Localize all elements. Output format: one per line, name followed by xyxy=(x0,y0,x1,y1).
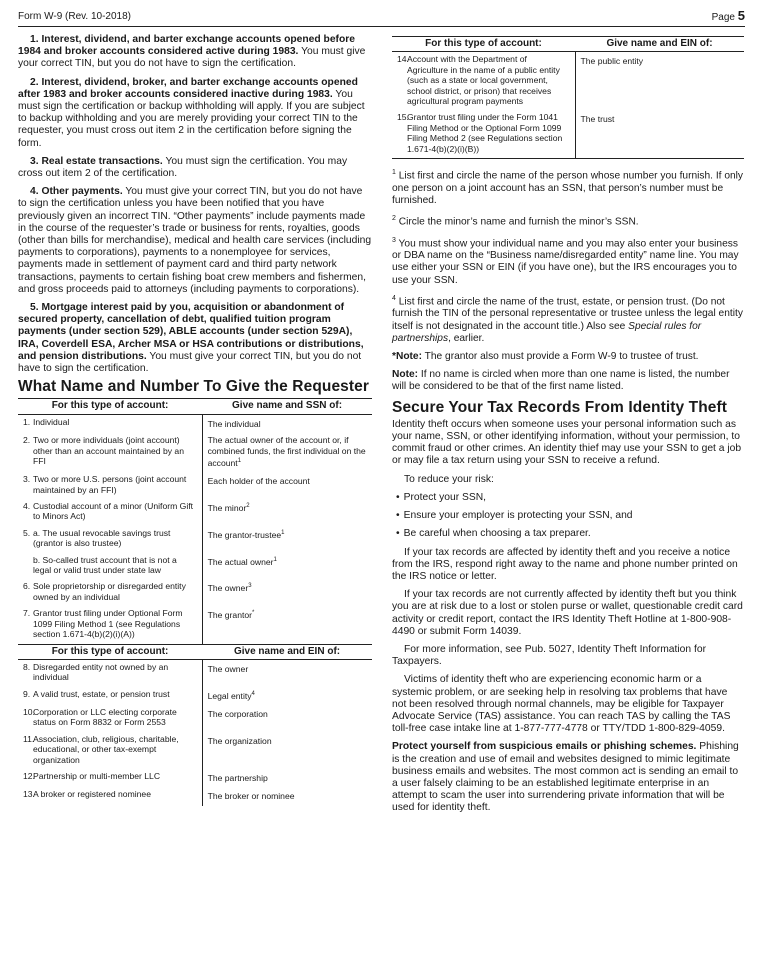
account-type-text: Grantor trust filing under Optional Form 1099 Filing Method 1 (see Regulations section 1.671-4(b)(2)(i)(A)) xyxy=(33,608,183,640)
account-type-text: Disregarded entity not owned by an individual xyxy=(33,661,169,683)
footnote-ref: 3 xyxy=(248,583,252,590)
account-type-text: Grantor trust filing under the Form 1041 Filing Method or the Optional Form 1099 Filing Method 2 (see Regulations section 1.671-4(b)(2)(i)(B)) xyxy=(407,112,563,154)
ein-table-continued xyxy=(392,36,744,159)
account-type-text: Two or more U.S. persons (joint account maintained by an FFI) xyxy=(33,474,187,495)
row-number: 13. xyxy=(23,789,35,800)
account-type-text: A valid trust, estate, or pension trust xyxy=(33,688,170,699)
give-name-cell xyxy=(202,659,372,686)
ein2-table-col-account: For this type of account: xyxy=(392,37,575,52)
account-type-cell xyxy=(18,472,202,499)
give-name-text: The individual xyxy=(207,418,261,429)
row-number: 12. xyxy=(23,771,35,782)
footnote-4: $^4$ List first and circle the name of the trust, estate, or pension trust. (Do not furnish the TIN of the personal representative or trustee unless the legal entity itself is not designated in the account title.) Also see Special rules for partnerships, earlier. xyxy=(392,294,743,344)
paragraph-item-2: 2. Interest, dividend, broker, and barter exchange accounts opened after 1983 and broker accounts considered inactive during 1983. You must sign the certification or backup withholding will apply. If you are subject to backup withholding and you are merely providing your correct TIN to the requester, you must cross out item 2 in the certification before signing the form. xyxy=(18,76,365,149)
footnote-ref: 2 xyxy=(246,503,250,510)
left-column xyxy=(18,34,372,806)
account-type-text: Association, club, religious, charitable, educational, or other tax-exempt organization xyxy=(33,733,179,765)
give-name-cell xyxy=(575,110,744,158)
footnote-ref: 1 xyxy=(281,529,285,536)
table-row xyxy=(18,553,372,580)
give-name-text: The grantor-trustee xyxy=(207,529,282,540)
table-row xyxy=(18,526,372,553)
ein2-table-body xyxy=(392,52,744,159)
footnote-ref: 4 xyxy=(251,690,255,697)
give-name-cell xyxy=(202,414,372,433)
row-number: 14. xyxy=(397,54,409,65)
header-rule xyxy=(18,26,745,27)
footnote-1: $^1$ List first and circle the name of the person whose number you furnish. If only one person on a joint account has an SSN, that person’s number must be furnished. xyxy=(392,169,744,206)
page-header xyxy=(18,8,745,24)
risk-bullet-list xyxy=(392,492,744,541)
account-type-cell xyxy=(18,526,202,553)
account-type-text: b. So-called trust account that is not a legal or valid trust under state law xyxy=(33,554,177,576)
paragraph-item-1: 1. Interest, dividend, and barter exchange accounts opened before 1984 and broker accounts considered active during 1983. You must give your correct TIN, but you do not have to sign the certification. xyxy=(18,34,366,70)
give-name-cell xyxy=(202,687,372,705)
give-name-text: The public entity xyxy=(580,56,644,67)
ssn-table-col-give: Give name and SSN of: xyxy=(202,399,372,414)
footnote-ref: 1 xyxy=(237,457,242,464)
give-name-text: The broker or nominee xyxy=(207,791,295,802)
account-type-cell xyxy=(18,579,202,606)
row-number: 9. xyxy=(23,688,31,699)
give-name-text: Legal entity xyxy=(207,690,252,701)
ein-table-col-account: For this type of account: xyxy=(18,644,202,659)
give-name-cell xyxy=(202,553,372,580)
give-name-text: The actual owner of the account or, if combined funds, the first individual on the account xyxy=(207,435,366,468)
give-name-cell xyxy=(202,705,372,732)
give-name-text: The partnership xyxy=(207,772,268,783)
give-name-text: The actual owner xyxy=(207,556,274,567)
give-name-text: The corporation xyxy=(207,708,268,719)
account-type-cell xyxy=(18,606,202,643)
list-item: • Protect your SSN, xyxy=(392,492,744,504)
footnote-2: $^2$ Circle the minor’s name and furnish the minor’s SSN. xyxy=(392,215,639,228)
ein-table-col-give: Give name and EIN of: xyxy=(202,644,372,659)
table-row xyxy=(18,705,372,732)
footnote-3: $^3$ You must show your individual name and you may also enter your business or DBA name on the “Business name/disregarded entity” name line. You may use either your SSN or EIN (if you have one), but the IRS encourages you to use your SSN. xyxy=(392,236,739,286)
paragraph-item-5: 5. Mortgage interest paid by you, acquisition or abandonment of secured property, cancellation of debt, qualified tuition program payments (under section 529), ABLE accounts (under section 529A), IRA, Coverdell ESA, Archer MSA or HSA contributions or distributions, and pension distributions. You must give your correct TIN, but you do not have to sign the certification. xyxy=(18,302,364,375)
note-grantor: *Note: The grantor also must provide a Form W-9 to trustee of trust. xyxy=(392,351,699,363)
row-number: 1. xyxy=(23,416,31,427)
account-type-text: A broker or registered nominee xyxy=(33,789,151,800)
row-number: 11. xyxy=(23,733,35,744)
account-type-cell xyxy=(18,787,202,805)
ssn-table xyxy=(18,398,372,643)
identity-paragraph-3: If your tax records are not currently affected by identity theft but you think you are at risk due to a lost or stolen purse or wallet, questionable credit card activity or credit report, contact the IRS Identity Theft Hotline at 1-800-908-4490 or submit Form 14039. xyxy=(392,589,743,637)
account-type-text: Two or more individuals (joint account) other than an account maintained by an FFI xyxy=(33,435,184,466)
right-column xyxy=(392,36,744,821)
account-type-cell xyxy=(392,110,575,158)
page-number: Page 5 xyxy=(711,8,745,23)
row-number: 5. xyxy=(23,527,31,538)
give-name-cell xyxy=(202,579,372,606)
ssn-table-col-account: For this type of account: xyxy=(18,399,202,414)
give-name-text: The minor xyxy=(207,502,247,513)
identity-paragraph-5: Victims of identity theft who are experiencing economic harm or a systemic problem, or are seeking help in resolving tax problems that have not been resolved through normal channels, may be eligible for Taxpayer Advocate Service (TAS) assistance. You can reach TAS by calling the TAS toll-free case intake line at 1-877-777-4778 or TTY/TDD 1-800-829-4059. xyxy=(392,674,731,735)
account-type-cell xyxy=(392,52,575,111)
table-row xyxy=(18,787,372,805)
table-row xyxy=(392,110,744,158)
row-number: 3. xyxy=(23,474,31,485)
note-circled: Note: If no name is circled when more than one name is listed, the number will be considered to be that of the first name listed. xyxy=(392,369,730,393)
paragraph-item-4: 4. Other payments. You must give your correct TIN, but you do not have to sign the certification unless you have been notified that you have previously given an incorrect TIN. “Other payments” include payments made in the course of the requester’s trade or business for rents, royalties, goods (other than bills for merchandise), medical and health care services (including payments to corporations), payments to a nonemployee for services, payments made in settlement of payment card and third party network transactions, payments to certain fishing boat crew members and fishermen, and gross proceeds paid to attorneys (including payments to corporations). xyxy=(18,186,372,295)
identity-paragraph-4: For more information, see Pub. 5027, Identity Theft Information for Taxpayers. xyxy=(392,643,707,668)
account-type-cell xyxy=(18,687,202,705)
identity-paragraph-2: If your tax records are affected by identity theft and you receive a notice from the IRS, respond right away to the name and phone number printed on the IRS notice or letter. xyxy=(392,546,738,582)
table-row xyxy=(18,769,372,787)
table-row xyxy=(18,472,372,499)
account-type-text: Individual xyxy=(33,416,70,427)
identity-paragraph-1: Identity theft occurs when someone uses your personal information such as your name, SSN, or other identifying information, without your permission, to commit fraud or other crimes. An identity thief may use your SSN to get a job or may file a tax return using your SSN to receive a refund. xyxy=(392,418,742,467)
account-type-cell xyxy=(18,732,202,769)
footnote-ref: 1 xyxy=(273,556,277,563)
ein-table-body xyxy=(18,659,372,805)
list-item: • Ensure your employer is protecting your SSN, and xyxy=(392,510,744,522)
row-number: 10. xyxy=(23,707,35,717)
row-number: 6. xyxy=(23,581,31,592)
ein2-table-col-give: Give name and EIN of: xyxy=(575,37,744,52)
give-name-cell xyxy=(202,769,372,787)
account-type-cell xyxy=(18,705,202,732)
table-row xyxy=(18,433,372,472)
give-name-cell xyxy=(202,732,372,769)
account-type-cell xyxy=(18,433,202,472)
give-name-cell xyxy=(202,499,372,526)
form-id: Form W-9 (Rev. 10-2018) xyxy=(18,11,131,22)
paragraph-item-3: 3. Real estate transactions. You must sign the certification. You may cross out item 2 of the certification. xyxy=(18,155,348,180)
ein-table xyxy=(18,644,372,806)
give-name-text: The owner xyxy=(207,583,249,594)
table-row xyxy=(392,52,744,111)
account-type-text: Sole proprietorship or disregarded entity owned by an individual xyxy=(33,581,186,602)
table-row xyxy=(18,579,372,606)
list-item: • Be careful when choosing a tax preparer. xyxy=(392,528,744,540)
account-type-cell xyxy=(18,414,202,433)
give-name-cell xyxy=(202,606,372,643)
account-type-cell xyxy=(18,553,202,580)
account-type-cell xyxy=(18,499,202,526)
table-row xyxy=(18,687,372,705)
give-name-text: The trust xyxy=(580,114,615,125)
table-row xyxy=(18,732,372,769)
account-type-cell xyxy=(18,659,202,686)
row-number: 2. xyxy=(23,435,31,446)
section-heading-requester: What Name and Number To Give the Requester xyxy=(18,378,370,396)
row-number: 8. xyxy=(23,661,31,672)
account-type-text: Partnership or multi-member LLC xyxy=(33,771,161,782)
phishing-paragraph: Protect yourself from suspicious emails or phishing schemes. Phishing is the creation and use of email and websites designed to mimic legitimate business emails and websites. The most common act is sending an email to a user falsely claiming to be an established legitimate enterprise in an attempt to scam the user into surrendering private information that will be used for identity theft. xyxy=(392,741,739,814)
account-type-text: Corporation or LLC electing corporate status on Form 8832 or Form 2553 xyxy=(33,707,177,728)
give-name-text: The organization xyxy=(207,735,272,746)
give-name-cell xyxy=(202,787,372,805)
account-type-text: Custodial account of a minor (Uniform Gift to Minors Act) xyxy=(33,501,193,522)
ssn-table-body xyxy=(18,414,372,643)
give-name-cell xyxy=(202,526,372,553)
section-heading-identity-theft: Secure Your Tax Records From Identity Theft xyxy=(392,398,728,416)
row-number: 7. xyxy=(23,608,31,619)
reduce-risk-label: To reduce your risk: xyxy=(404,473,494,485)
account-type-text: Account with the Department of Agriculture in the name of a public entity (such as a state or local government, school district, or prison) that receives agricultural program payments xyxy=(407,54,560,107)
table-row xyxy=(18,606,372,643)
table-row xyxy=(18,659,372,686)
give-name-cell xyxy=(202,472,372,499)
give-name-text: Each holder of the account xyxy=(207,476,310,487)
give-name-cell xyxy=(202,433,372,472)
account-type-cell xyxy=(18,769,202,787)
row-number: 4. xyxy=(23,501,31,512)
footnote-ref: * xyxy=(252,610,255,617)
table-row xyxy=(18,414,372,433)
table-row xyxy=(18,499,372,526)
give-name-text: The grantor xyxy=(207,610,253,621)
row-number: 15. xyxy=(397,112,409,123)
account-type-text: a. The usual revocable savings trust (grantor is also trustee) xyxy=(33,527,171,549)
give-name-text: The owner xyxy=(207,663,249,674)
give-name-cell xyxy=(575,52,744,111)
